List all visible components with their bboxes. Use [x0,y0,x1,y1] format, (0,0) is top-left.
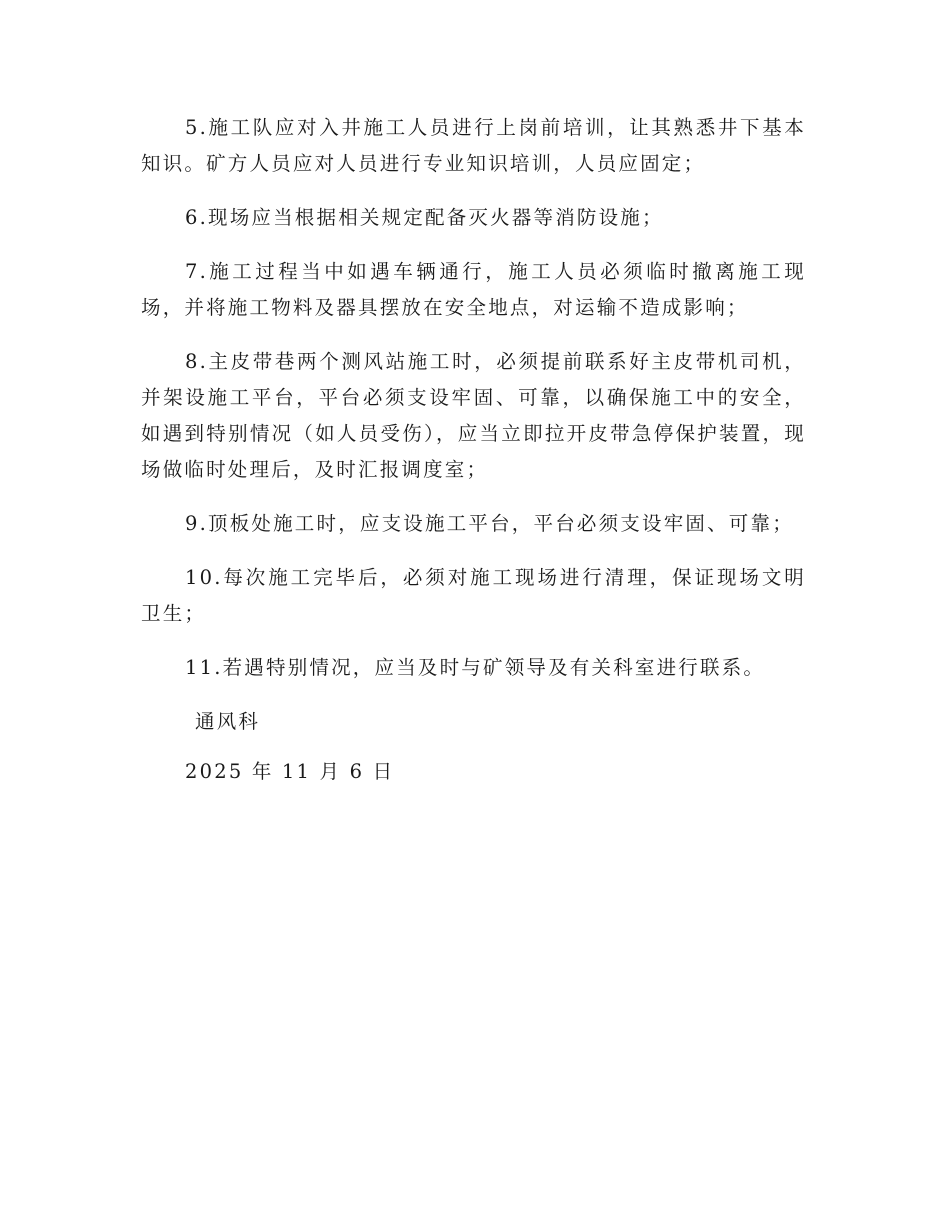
issue-date: 2025 年 11 月 6 日 [185,760,395,783]
clause-5: 5.施工队应对入井施工人员进行上岗前培训，让其熟悉井下基本知识。矿方人员应对人员进行专业知识培训，人员应固定； [141,116,806,175]
clause-9: 9.顶板处施工时，应支设施工平台，平台必须支设牢固、可靠； [185,512,794,535]
document-body [141,110,806,804]
clause-6: 6.现场应当根据相关规定配备灭火器等消防设施； [185,206,664,229]
issuing-department: 通风科 [195,710,261,733]
clause-7: 7.施工过程当中如遇车辆通行，施工人员必须临时撤离施工现场，并将施工物料及器具摆放在安全地点，对运输不造成影响； [141,260,806,319]
clause-8: 8.主皮带巷两个测风站施工时，必须提前联系好主皮带机司机，并架设施工平台，平台必须支设牢固、可靠，以确保施工中的安全，如遇到特别情况（如人员受伤），应当立即拉开皮带急停保护装置，现场做临时处理后，及时汇报调度室； [141,350,806,481]
clause-10: 10.每次施工完毕后，必须对施工现场进行清理，保证现场文明卫生； [141,566,806,625]
clause-11: 11.若遇特别情况，应当及时与矿领导及有关科室进行联系。 [185,656,766,679]
